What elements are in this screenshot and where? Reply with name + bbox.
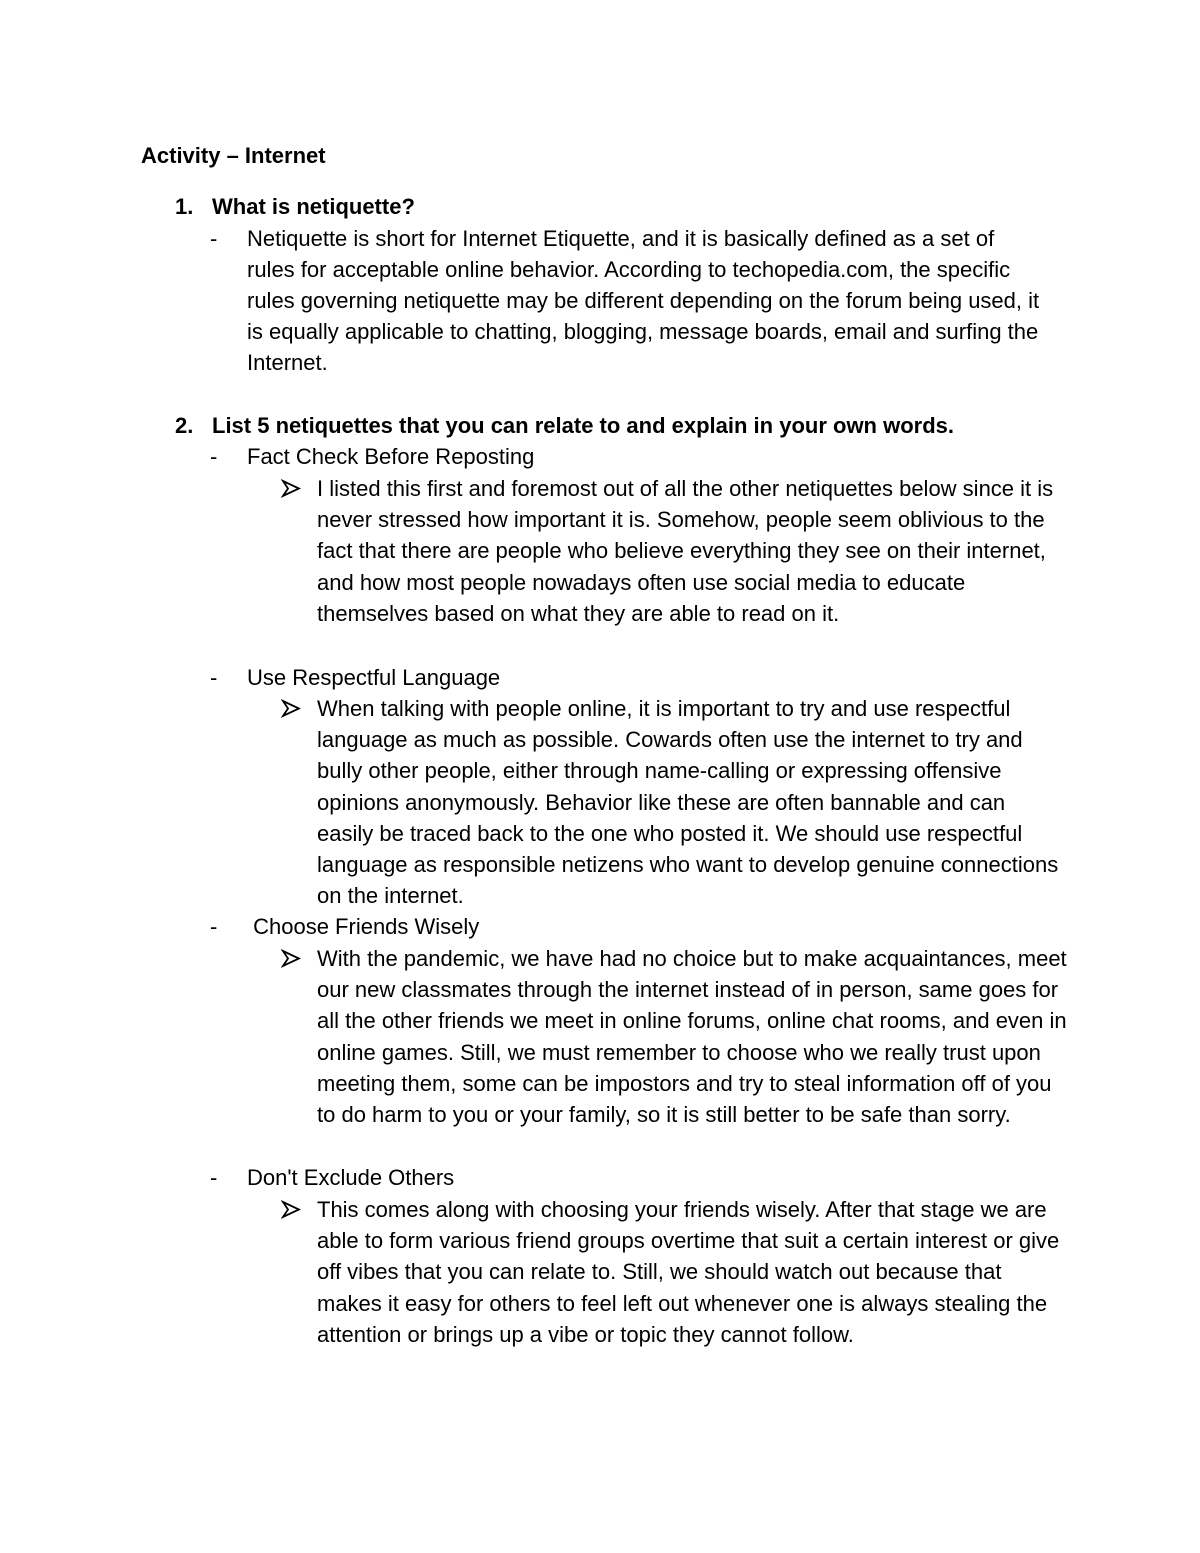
item-heading: Fact Check Before Reposting (247, 444, 535, 469)
dash-bullet: - (210, 444, 218, 469)
question-1 (175, 192, 415, 222)
item-explanation: This comes along with choosing your friends wisely. After that stage we are able to form various friend groups overtime that suit a certain interest or give off vibes that you can relate to. Still, we should watch out because that makes it easy for others to feel left out whenever one is always stealing the attention or brings up a vibe or topic they cannot follow. (317, 1197, 1060, 1347)
arrow-bullet-icon (281, 693, 303, 724)
item-explanation: When talking with people online, it is important to try and use respectful language as much as possible. Cowards often use the internet to try and bully other people, either through name-calling or expressing offensive opinions anonymously. Behavior like these are often bannable and can easily be traced back to the one who posted it. We should use respectful language as responsible netizens who want to develop genuine connections on the internet. (317, 696, 1059, 909)
question-number: 2. (175, 413, 194, 438)
list-item-heading (210, 662, 1070, 693)
list-item-explanation (281, 693, 1081, 911)
item-heading: Choose Friends Wisely (247, 914, 480, 939)
dash-bullet: - (210, 1165, 218, 1190)
item-heading: Don't Exclude Others (247, 1165, 455, 1190)
question-number: 1. (175, 194, 194, 219)
dash-bullet: - (210, 665, 218, 690)
answer-text: Netiquette is short for Internet Etiquette, and it is basically defined as a set of rules for acceptable online behavior. According to techopedia.com, the specific rules governing netiquette may be different depending on the forum being used, it is equally applicable to chatting, blogging, message boards, email and surfing the Internet. (247, 226, 1040, 375)
list-item-heading (210, 1162, 1070, 1193)
item-explanation: I listed this first and foremost out of all the other netiquettes below since it is never stressed how important it is. Somehow, people seem oblivious to the fact that there are people who believe everything they see on their internet, and how most people nowadays often use social media to educate themselves based on what they are able to read on it. (317, 476, 1054, 626)
arrow-bullet-icon (281, 473, 303, 504)
page-title: Activity – Internet (141, 143, 326, 168)
list-item-explanation (281, 1194, 1081, 1350)
dash-bullet: - (210, 914, 218, 939)
dash-bullet: - (210, 226, 218, 251)
question-text: What is netiquette? (212, 194, 415, 219)
question-text: List 5 netiquettes that you can relate to and explain in your own words. (212, 413, 955, 438)
arrow-bullet-icon (281, 943, 303, 974)
arrow-bullet-icon (281, 1194, 303, 1225)
answer-1 (210, 223, 1070, 378)
list-item-heading (210, 911, 1070, 942)
item-heading: Use Respectful Language (247, 665, 501, 690)
list-item-explanation (281, 943, 1081, 1130)
list-item-heading (210, 441, 1070, 472)
question-2 (175, 411, 954, 441)
list-item-explanation (281, 473, 1081, 629)
item-explanation: With the pandemic, we have had no choice but to make acquaintances, meet our new classmates through the internet instead of in person, same goes for all the other friends we meet in online forums, online chat rooms, and even in online games. Still, we must remember to choose who we really trust upon meeting them, some can be impostors and try to steal information off of you to do harm to you or your family, so it is still better to be safe than sorry. (317, 946, 1067, 1128)
